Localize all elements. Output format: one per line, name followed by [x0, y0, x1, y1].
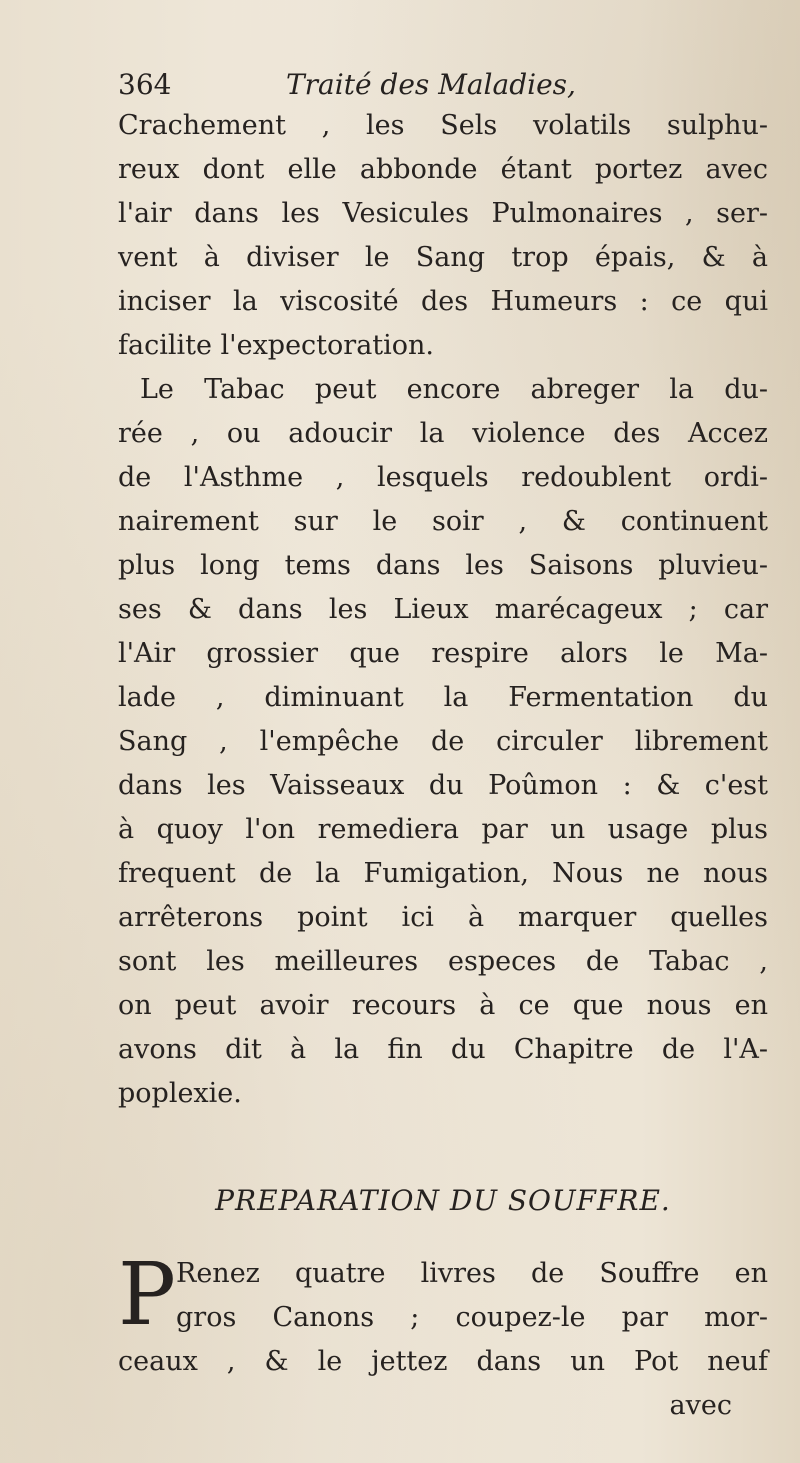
text-line: Crachement , les Sels volatils sulphu-: [118, 110, 768, 141]
text-line: gros Canons ; coupez-le par mor-: [176, 1302, 768, 1333]
text-block: [118, 66, 768, 1428]
text-line: arrêterons point ici à marquer quelles: [118, 902, 768, 933]
text-line: lade , diminuant la Fermentation du: [118, 682, 768, 713]
section-heading: PREPARATION DU SOUFFRE.: [215, 1184, 671, 1217]
text-line: rée , ou adoucir la violence des Accez: [118, 418, 768, 449]
text-line: sont les meilleures especes de Tabac ,: [118, 946, 768, 977]
text-line: plus long tems dans les Saisons pluvieu-: [118, 550, 768, 581]
text-line: poplexie.: [118, 1078, 242, 1109]
text-line: inciser la viscosité des Humeurs : ce qui: [118, 286, 768, 317]
page-number: 364: [118, 68, 172, 101]
drop-cap: P: [118, 1245, 176, 1345]
text-line: vent à diviser le Sang trop épais, & à: [118, 242, 768, 273]
text-line: avons dit à la fin du Chapitre de l'A-: [118, 1034, 768, 1065]
catchword: avec: [669, 1390, 732, 1421]
running-title: Traité des Maladies,: [286, 68, 576, 101]
text-line: l'Air grossier que respire alors le Ma-: [118, 638, 768, 669]
text-line: dans les Vaisseaux du Poûmon : & c'est: [118, 770, 768, 801]
text-line: frequent de la Fumigation, Nous ne nous: [118, 858, 768, 889]
recipe-paragraph: [118, 1245, 768, 1428]
text-line: reux dont elle abbonde étant portez avec: [118, 154, 768, 185]
text-line: Le Tabac peut encore abreger la du-: [140, 374, 768, 405]
paragraph-2: [118, 368, 768, 1116]
text-line: on peut avoir recours à ce que nous en: [118, 990, 768, 1021]
text-line: nairement sur le soir , & continuent: [118, 506, 768, 537]
text-line: à quoy l'on remediera par un usage plus: [118, 814, 768, 845]
text-line: ceaux , & le jettez dans un Pot neuf: [118, 1346, 768, 1377]
running-header: [118, 66, 768, 104]
text-line: l'air dans les Vesicules Pulmonaires , ser-: [118, 198, 768, 229]
text-line: facilite l'expectoration.: [118, 330, 434, 361]
text-line: ses & dans les Lieux marécageux ; car: [118, 594, 768, 625]
text-line: Sang , l'empêche de circuler librement: [118, 726, 768, 757]
text-line: de l'Asthme , lesquels redoublent ordi-: [118, 462, 768, 493]
paragraph-1: [118, 104, 768, 368]
text-line: Renez quatre livres de Souffre en: [176, 1258, 768, 1289]
